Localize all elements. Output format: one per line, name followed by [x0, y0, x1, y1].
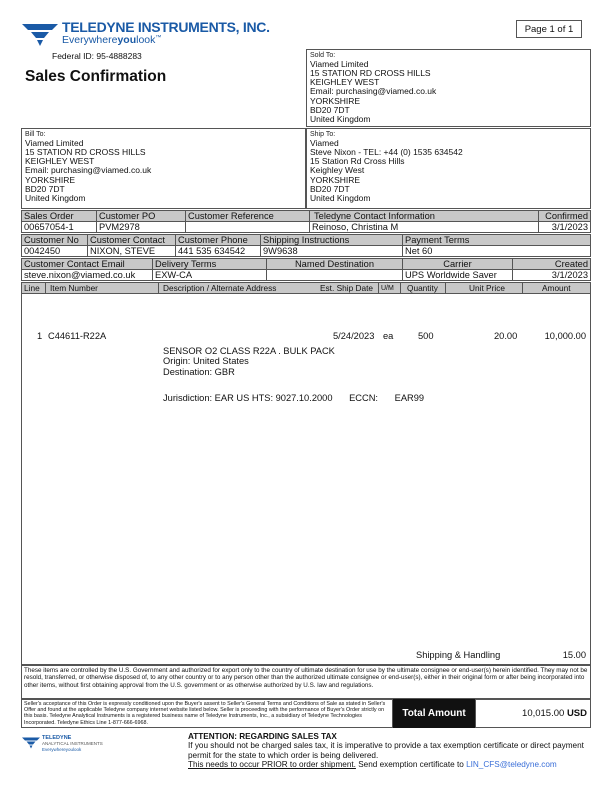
contact-info-header: Teledyne Contact Information — [309, 210, 539, 222]
customer-phone-header: Customer Phone — [175, 234, 261, 246]
ship-to-line: United Kingdom — [310, 193, 371, 204]
col-ship-date: Est. Ship Date — [320, 283, 374, 293]
customer-no-header: Customer No — [21, 234, 88, 246]
ship-to-line: BD20 7DT — [310, 183, 350, 194]
payment-terms-header: Payment Terms — [402, 234, 591, 246]
total-amount-value-box — [475, 699, 591, 728]
payment-terms-value: Net 60 — [402, 246, 591, 257]
footer-logo-line: Everywhereyoulook — [42, 747, 82, 752]
shipping-handling-label: Shipping & Handling — [416, 650, 501, 660]
customer-reference-header: Customer Reference — [185, 210, 310, 222]
sold-to-line: United Kingdom — [310, 114, 371, 125]
col-description: Description / Alternate Address — [163, 283, 277, 293]
line-items-body — [21, 293, 591, 665]
sold-to-line: Viamed Limited — [310, 58, 369, 69]
total-amount: 10,015.00 — [522, 708, 565, 719]
page-number-box: Page 1 of 1 — [516, 20, 582, 38]
named-destination-header: Named Destination — [266, 258, 403, 270]
shipping-instructions-value: 9W9638 — [260, 246, 403, 257]
contact-email-value: steve.nixon@viamed.co.uk — [21, 270, 153, 281]
document-title: Sales Confirmation — [25, 68, 167, 85]
teledyne-logo-icon — [22, 735, 40, 749]
bill-to-line: United Kingdom — [25, 193, 86, 204]
ship-to-label: Ship To: — [310, 131, 336, 138]
sold-to-label: Sold To: — [310, 52, 336, 59]
item-amount: 10,000.00 — [544, 331, 586, 341]
customer-phone-value: 441 535 634542 — [175, 246, 261, 257]
col-item-number: Item Number — [50, 283, 98, 293]
customer-contact-value: NIXON, STEVE — [87, 246, 176, 257]
item-um: ea — [383, 331, 394, 341]
sold-to-line: KEIGHLEY WEST — [310, 77, 380, 88]
item-desc-line: SENSOR O2 CLASS R22A . BULK PACK — [163, 346, 335, 356]
col-unit-price: Unit Price — [469, 283, 505, 293]
attention-line: This needs to occur PRIOR to order shipment. Send exemption certificate to LIN_CFS@teledyne.com — [188, 760, 557, 770]
sold-to-line: 15 STATION RD CROSS HILLS — [310, 68, 431, 79]
bill-to-label: Bill To: — [25, 131, 46, 138]
exemption-email-link[interactable]: LIN_CFS@teledyne.com — [466, 760, 557, 770]
item-quantity: 500 — [418, 331, 434, 341]
item-number: C44611-R22A — [48, 331, 107, 341]
attention-line: permit for the state to which order is being delivered. — [188, 750, 379, 760]
col-amount: Amount — [542, 283, 571, 293]
contact-email-header: Customer Contact Email — [21, 258, 153, 270]
confirmed-value: 3/1/2023 — [538, 222, 591, 233]
footer-logo — [22, 735, 122, 761]
item-desc-line: Destination: GBR — [163, 366, 235, 377]
item-ship-date: 5/24/2023 — [333, 331, 375, 341]
company-logo — [22, 19, 270, 50]
table-row — [22, 331, 590, 411]
item-line: 1 — [37, 331, 43, 341]
bill-to-line: Viamed Limited — [25, 137, 84, 148]
company-tagline: Everywhereyoulook™ — [62, 34, 162, 46]
ship-to-line: Viamed — [310, 137, 339, 148]
bill-to-line: 15 STATION RD CROSS HILLS — [25, 147, 146, 158]
ship-to-box — [306, 128, 591, 209]
customer-no-value: 0042450 — [21, 246, 88, 257]
customer-contact-header: Customer Contact — [87, 234, 176, 246]
item-unit-price: 20.00 — [494, 331, 518, 341]
sales-tax-attention — [188, 732, 588, 770]
carrier-value: UPS Worldwide Saver — [402, 270, 513, 281]
sales-order-header: Sales Order — [21, 210, 97, 222]
customer-po-value: PVM2978 — [96, 222, 186, 233]
shipping-handling-value: 15.00 — [562, 650, 586, 660]
delivery-terms-header: Delivery Terms — [152, 258, 267, 270]
item-desc-line: Origin: United States — [163, 356, 249, 367]
ship-to-line: Steve Nixon - TEL: +44 (0) 1535 634542 — [310, 147, 463, 158]
contact-info-value: Reinoso, Christina M — [309, 222, 539, 233]
ship-to-line: Keighley West — [310, 165, 365, 176]
customer-po-header: Customer PO — [96, 210, 186, 222]
item-description — [163, 346, 335, 377]
federal-id: Federal ID: 95-4888283 — [52, 51, 142, 61]
bill-to-box — [21, 128, 306, 209]
shipping-instructions-header: Shipping Instructions — [260, 234, 403, 246]
col-quantity: Quantity — [407, 283, 438, 293]
ship-to-line: YORKSHIRE — [310, 174, 361, 185]
sold-to-box — [306, 49, 591, 127]
customer-reference-value — [185, 222, 310, 233]
footer-logo-line: TELEDYNE — [42, 735, 72, 741]
created-value: 3/1/2023 — [512, 270, 591, 281]
teledyne-logo-icon — [22, 20, 58, 46]
footer-logo-line: ANALYTICAL INSTRUMENTS — [42, 741, 103, 746]
total-currency: USD — [566, 708, 587, 719]
bill-to-line: YORKSHIRE — [25, 174, 76, 185]
attention-line: If you should not be charged sales tax, it is imperative to provide a tax exemption certificate or direct payment — [188, 741, 584, 751]
bill-to-line: BD20 7DT — [25, 183, 65, 194]
created-header: Created — [512, 258, 591, 270]
company-name: TELEDYNE INSTRUMENTS, INC. — [62, 19, 270, 35]
sold-to-line: BD20 7DT — [310, 104, 350, 115]
terms-notice: Seller's acceptance of this Order is expressly conditioned upon the Buyer's assent to Seller's General Terms and Conditions of Sale as stated in Seller's Offer and found at the applicable Teledyne company internet website listed below. Seller is proceeding with the performance of Buyer's Order strictly on this basis. Teledyne Analytical Instruments is a registered business name of Teledyne Instruments, Inc., a subsidiary of Teledyne Technologies Incorporated. Teledyne Ethics Line 1-877-666-6968. — [21, 699, 393, 728]
ship-to-line: 15 Station Rd Cross Hills — [310, 156, 405, 167]
bill-to-line: KEIGHLEY WEST — [25, 156, 95, 167]
export-notice: These items are controlled by the U.S. Government and authorized for export only to the country of ultimate destination for use by the ultimate consignee or end-user(s) herein identified. They may not be resold, transferred, or otherwise disposed of, to any other country or to any person other than the authorized ultimate consignee or end-user(s), either in their original form or after being incorporated into other items, without first obtaining approval from the U.S. government or as otherwise authorized by U.S. law and regulations. — [21, 665, 591, 699]
sales-order-value: 00657054-1 — [21, 222, 97, 233]
confirmed-header: Confirmed — [538, 210, 591, 222]
sold-to-line: Email: purchasing@viamed.co.uk — [310, 86, 437, 97]
carrier-header: Carrier — [402, 258, 513, 270]
bill-to-line: Email: purchasing@viamed.co.uk — [25, 165, 152, 176]
col-line: Line — [24, 283, 40, 293]
col-um: U/M — [381, 285, 394, 292]
named-destination-value — [266, 270, 403, 281]
sold-to-line: YORKSHIRE — [310, 95, 361, 106]
item-jurisdiction: Jurisdiction: EAR US HTS: 9027.10.2000 ECCN: EAR99 — [163, 393, 425, 403]
attention-title: ATTENTION: REGARDING SALES TAX — [188, 732, 337, 741]
delivery-terms-value: EXW-CA — [152, 270, 267, 281]
total-amount-label-box: Total Amount — [393, 699, 475, 728]
